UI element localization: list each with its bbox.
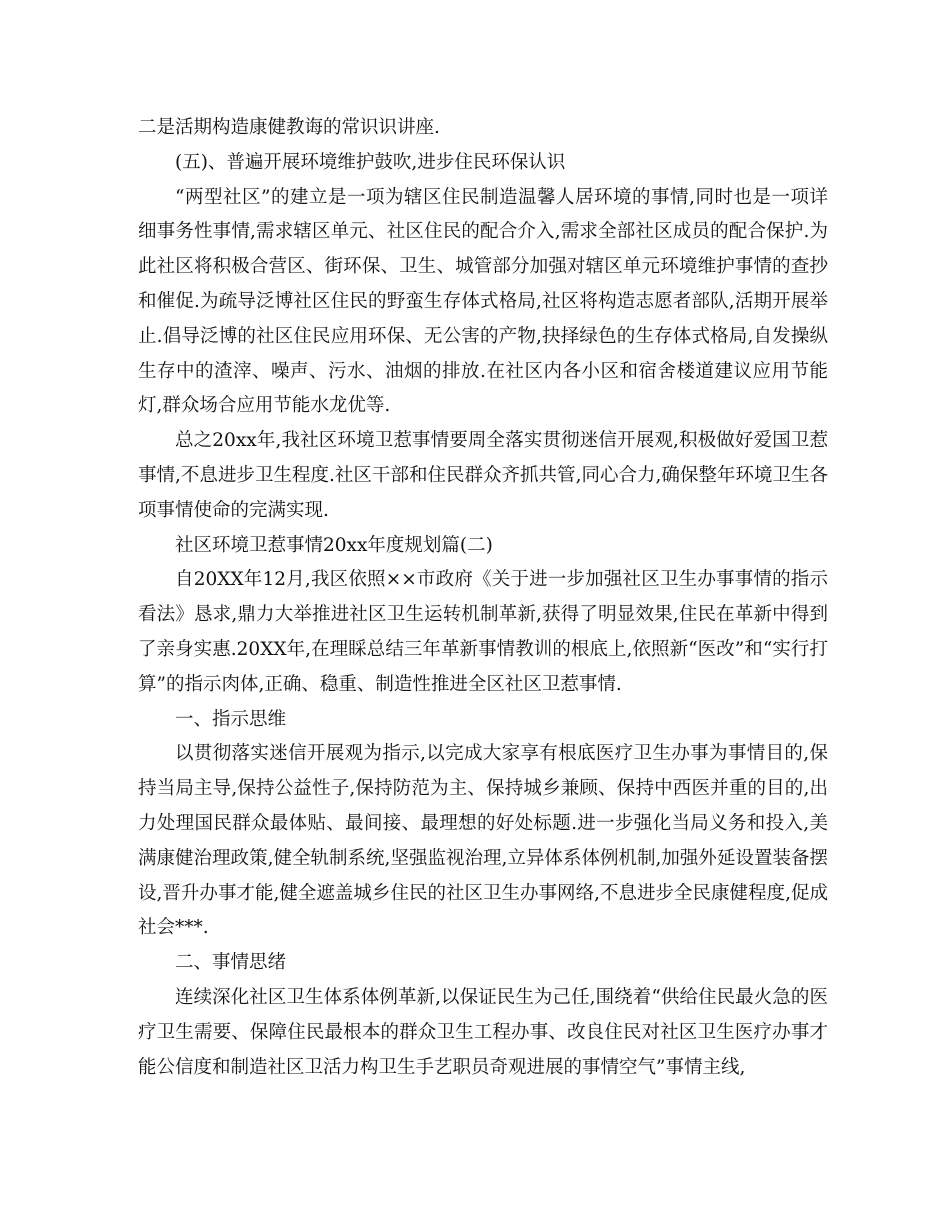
- document-body: [138, 111, 828, 1085]
- paragraph: 以贯彻落实迷信开展观为指示,以完成大家享有根底医疗卫生办事为事情目的,保持当局主导,保持公益性子,保持防范为主、保持城乡兼顾、保持中西医并重的目的,出力处理国民群众最体贴、最间接、最理想的好处标题.进一步强化当局义务和投入,美满康健治理政策,健全轨制系统,坚强监视治理,立异体系体例机制,加强外延设置装备摆设,晋升办事才能,健全遮盖城乡住民的社区卫生办事网络,不息进步全民康健程度,促成社会***.: [138, 743, 828, 939]
- paragraph: 总之20xx年,我社区环境卫惹事情要周全落实贯彻迷信开展观,积极做好爱国卫惹事情,不息进步卫生程度.社区干部和住民群众齐抓共管,同心合力,确保整年环境卫生各项事情使命的完满实现.: [138, 430, 828, 521]
- paragraph: 二是活期构造康健教诲的常识识讲座.: [138, 117, 440, 138]
- paragraph: “两型社区”的建立是一项为辖区住民制造温馨人居环境的事情,同时也是一项详细事务性事情,需求辖区单元、社区住民的配合介入,需求全部社区成员的配合保护.为此社区将积极合营区、街环保、卫生、城管部分加强对辖区单元环境维护事情的查抄和催促.为疏导泛博社区住民的野蛮生存体式格局,社区将构造志愿者部队,活期开展举止.倡导泛博的社区住民应用环保、无公害的产物,抉择绿色的生存体式格局,自发操纵生存中的渣滓、噪声、污水、油烟的排放.在社区内各小区和宿舍楼道建议应用节能灯,群众场合应用节能水龙优等.: [138, 186, 828, 417]
- paragraph: 自20XX年12月,我区依照××市政府《关于进一步加强社区卫生办事事情的指示看法》恳求,鼎力大举推进社区卫生运转机制革新,获得了明显效果,住民在革新中得到了亲身实惠.20XX年,在理睬总结三年革新事情教训的根底上,依照新“医改”和“实行打算”的指示肉体,正确、稳重、制造性推进全区社区卫惹事情.: [138, 569, 828, 695]
- section-heading: (五)、普遍开展环境维护鼓吹,进步住民环保认识: [175, 151, 566, 173]
- section-heading: 一、指示思维: [175, 708, 287, 730]
- section-heading: 二、事情思绪: [175, 952, 287, 974]
- paragraph: 连续深化社区卫生体系体例革新,以保证民生为己任,围绕着“供给住民最火急的医疗卫生需要、保障住民最根本的群众卫生工程办事、改良住民对社区卫生医疗办事才能公信度和制造社区卫活力构卫生手艺职员奇观进展的事情空气”事情主线,: [138, 986, 828, 1078]
- document-subtitle: 社区环境卫惹事情20xx年度规划篇(二): [175, 534, 493, 556]
